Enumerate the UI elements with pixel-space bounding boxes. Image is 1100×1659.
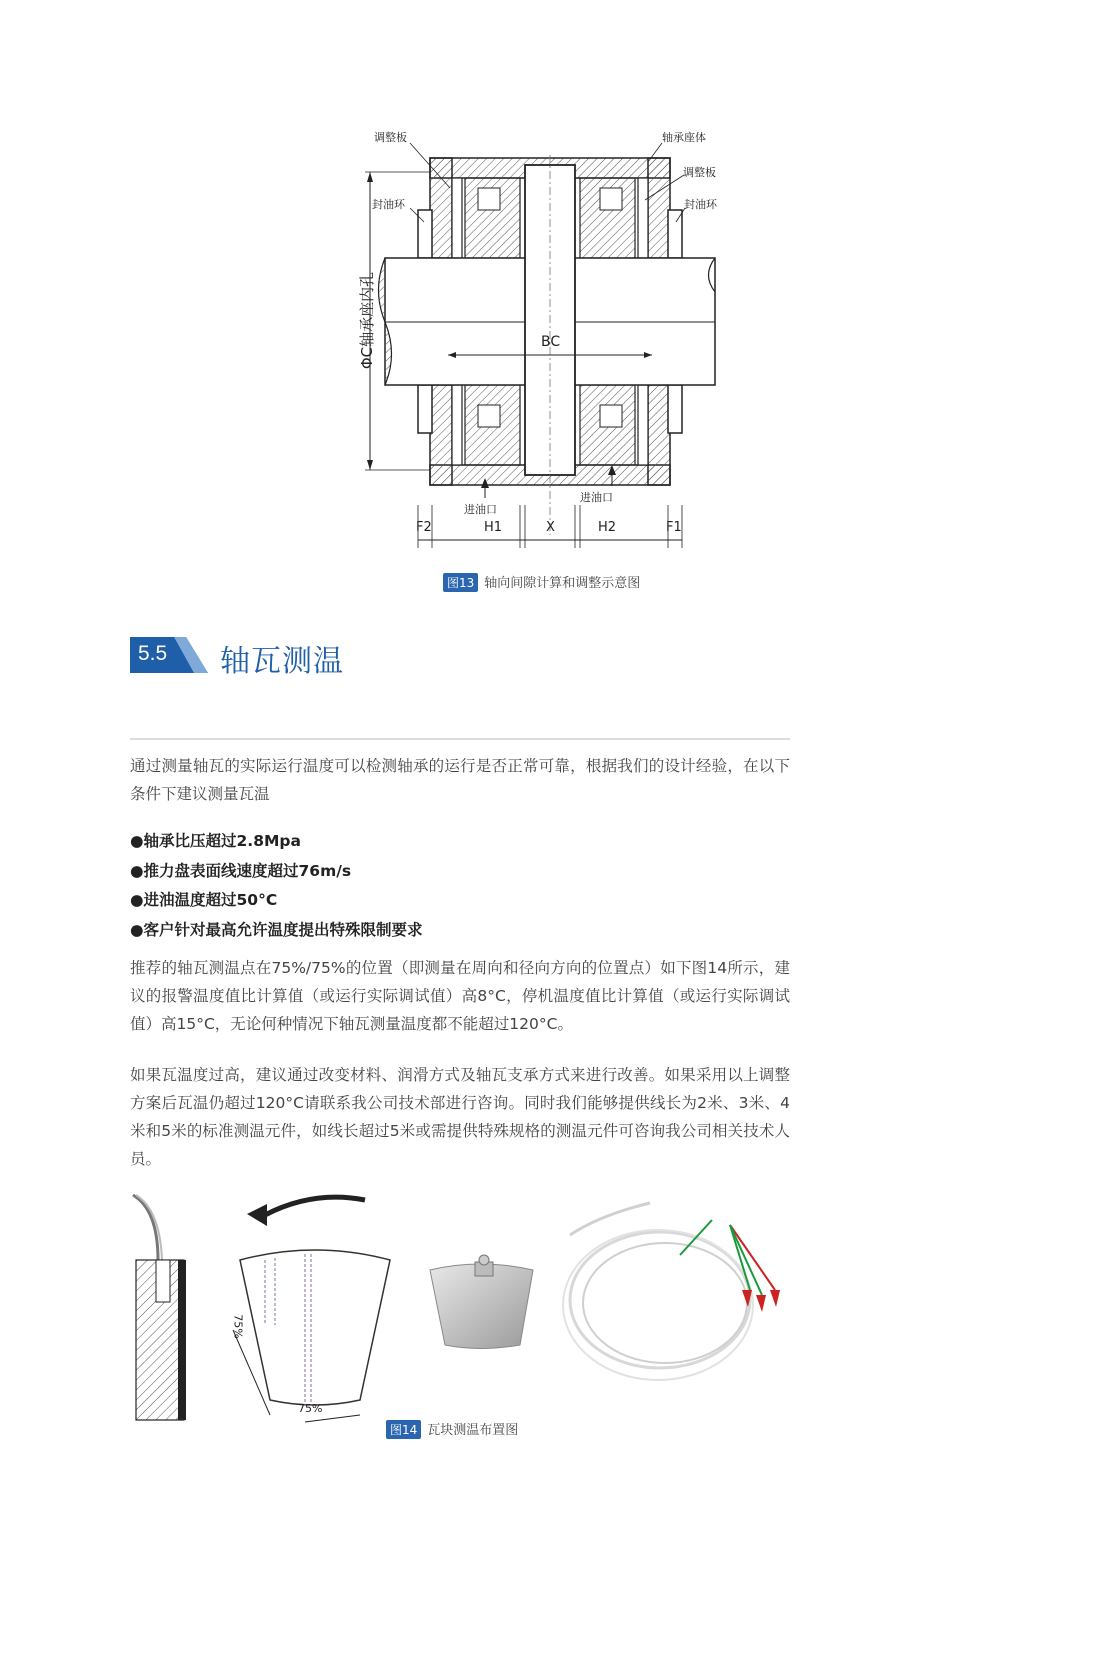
label-radial-75: 75% [231,1314,245,1339]
figure-14 [0,1190,1100,1490]
label-x: X [546,520,555,535]
section-title: 轴瓦测温 [220,644,344,679]
figure-14-tag: 图14 [386,1420,421,1439]
label-bearing-housing: 轴承座体 [662,131,706,144]
label-adjust-plate-right: 调整板 [683,166,716,179]
section-number-badge [130,637,210,673]
condition-item: ●客户针对最高允许温度提出特殊限制要求 [130,920,423,939]
pad-photo [425,1250,555,1370]
figure-13-caption-text: 轴向间隙计算和调整示意图 [484,576,641,591]
label-seal-ring-left: 封油环 [372,198,405,211]
intro-paragraph: 通过测量轴瓦的实际运行温度可以检测轴承的运行是否正常可靠，根据我们的设计经验，在以下条件下建议测量瓦温 [130,757,790,803]
label-adjust-plate-left: 调整板 [374,131,407,144]
condition-list [130,827,790,945]
label-f1: F1 [666,520,682,535]
condition-item: ●轴承比压超过2.8Mpa [130,832,301,850]
figure-13 [0,0,1100,600]
label-circum-75: 75% [298,1402,323,1415]
condition-item: ●推力盘表面线速度超过76m/s [130,861,352,880]
pad-section-drawing [128,1190,208,1430]
label-oil-inlet-left: 进油口 [464,503,497,516]
label-oil-inlet-right: 进油口 [580,491,613,504]
label-f2: F2 [416,520,432,535]
pad-plan-drawing [225,1190,415,1430]
figure-14-caption [386,1419,518,1439]
label-seal-ring-right: 封油环 [684,198,717,211]
measurement-paragraph: 推荐的轴瓦测温点在75%/75%的位置（即测量在周向和径向方向的位置点）如下图14所示，建议的报警温度值比计算值（或运行实际调试值）高8°C，停机温度值比计算值（或运行实际调试值）高15°C，无论何种情况下轴瓦测量温度都不能超过120°C。 [130,959,790,1033]
figure-14-caption-text: 瓦块测温布置图 [427,1423,519,1438]
label-bore-diameter: ΦC轴承座内孔 [358,271,377,370]
label-h2: H2 [598,520,617,535]
figure-13-caption [443,572,640,592]
section-number: 5.5 [138,642,168,665]
advice-paragraph: 如果瓦温度过高，建议通过改变材料、润滑方式及轴瓦支承方式来进行改善。如果采用以上调整方案后瓦温仍超过120°C请联系我公司技术部进行咨询。同时我们能够提供线长为2米、3米、4米和5米的标准测温元件，如线长超过5米或需提供特殊规格的测温元件可咨询我公司相关技术人员。 [130,1066,790,1168]
label-bc: BC [541,334,561,350]
condition-item: ●进油温度超过50°C [130,891,278,909]
figure-13-tag: 图13 [443,573,478,592]
label-h1: H1 [484,520,503,535]
bearing-assembly-diagram [0,0,1100,600]
sensor-cable-photo [540,1195,790,1395]
section-divider [130,738,790,740]
